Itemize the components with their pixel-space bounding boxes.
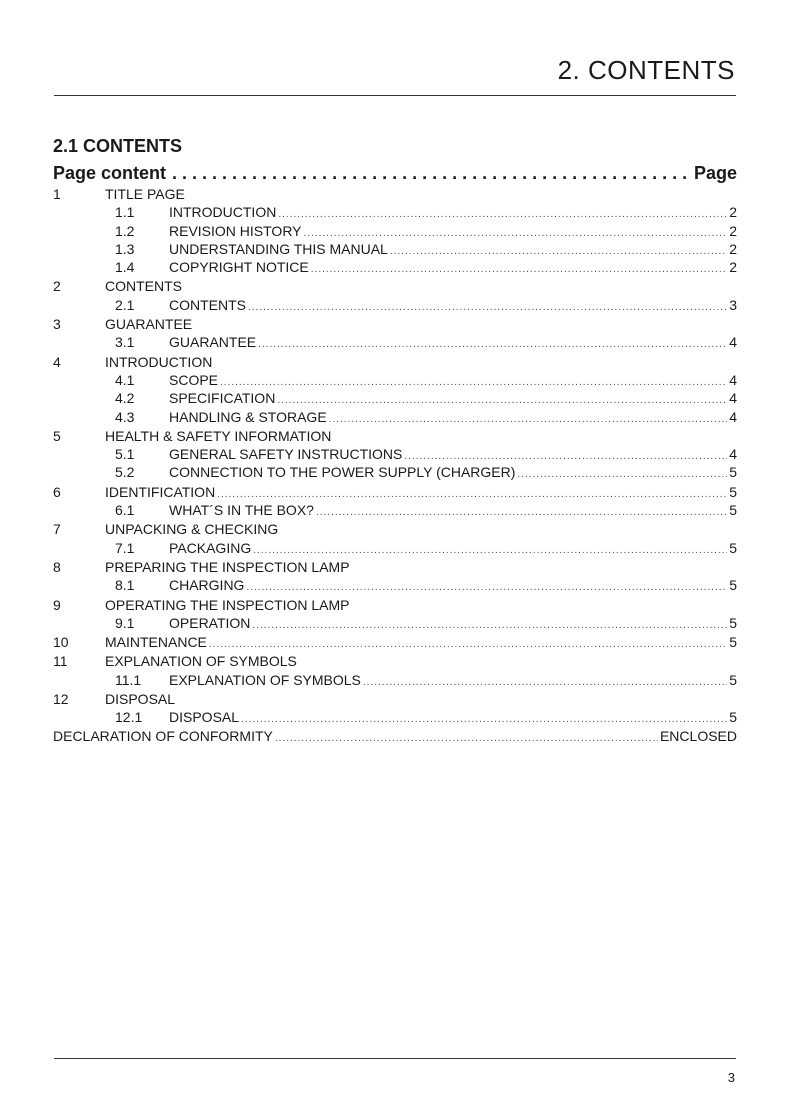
- toc-row-label: DISPOSAL: [105, 691, 176, 708]
- toc-row-number: 7.1: [115, 539, 135, 556]
- toc-row-number: 9: [53, 596, 61, 613]
- toc-row-leader: [278, 206, 727, 224]
- toc-row-page: 2: [729, 222, 737, 239]
- toc-row-number: 1.2: [115, 222, 135, 239]
- toc-row-leader: [363, 674, 727, 692]
- page-number: 3: [727, 1070, 735, 1085]
- toc-row-label: CONTENTS: [105, 278, 182, 295]
- toc-row-number: 12: [53, 691, 69, 708]
- toc-row: [53, 371, 737, 389]
- toc-row-label: GUARANTEE: [169, 334, 257, 351]
- toc-row-label: SCOPE: [169, 371, 219, 388]
- toc-row-number: 4: [53, 353, 61, 370]
- table-of-contents: [53, 161, 737, 745]
- toc-row-leader: [390, 243, 727, 261]
- toc-row: [53, 389, 737, 407]
- toc-row-page: 2: [729, 240, 737, 257]
- toc-header: [53, 161, 737, 185]
- toc-row-number: 5.2: [115, 464, 135, 481]
- toc-row-page: 5: [729, 502, 737, 519]
- toc-row: [53, 222, 737, 240]
- toc-row-leader: [275, 730, 658, 748]
- toc-row-label: GENERAL SAFETY INSTRUCTIONS: [169, 446, 403, 463]
- toc-row-page: 3: [729, 296, 737, 313]
- toc-row-number: 11.1: [115, 671, 142, 688]
- toc-row-label: INTRODUCTION: [169, 204, 277, 221]
- toc-row-label: OPERATING THE INSPECTION LAMP: [105, 596, 350, 613]
- toc-row: [53, 558, 737, 576]
- toc-row: [53, 353, 737, 371]
- toc-row: [53, 501, 737, 519]
- toc-row-number: 3: [53, 316, 61, 333]
- toc-row-label: INTRODUCTION: [105, 353, 213, 370]
- toc-row-page: 4: [729, 446, 737, 463]
- toc-row: [53, 315, 737, 333]
- toc-row-label: GUARANTEE: [105, 316, 193, 333]
- toc-row-page: 4: [729, 408, 737, 425]
- footer-rule: [54, 1058, 736, 1059]
- toc-row-page: 4: [729, 390, 737, 407]
- toc-row: [53, 690, 737, 708]
- toc-row-label: UNDERSTANDING THIS MANUAL: [169, 240, 388, 257]
- toc-row-label: MAINTENANCE: [105, 634, 207, 651]
- toc-row: [53, 671, 737, 689]
- toc-row-number: 4.1: [115, 371, 135, 388]
- toc-row: [53, 258, 737, 276]
- toc-row-leader: [248, 299, 727, 317]
- toc-row-page: 4: [729, 371, 737, 388]
- toc-row: [53, 614, 737, 632]
- toc-row: [53, 576, 737, 594]
- toc-row-leader: [220, 374, 727, 392]
- toc-row: [53, 596, 737, 614]
- toc-row-number: 9.1: [115, 614, 135, 631]
- toc-row-label: CONTENTS: [169, 296, 246, 313]
- toc-row-label: PACKAGING: [169, 539, 252, 556]
- toc-row: [53, 520, 737, 538]
- toc-row-number: 7: [53, 521, 61, 538]
- toc-row-page: 5: [729, 577, 737, 594]
- toc-row-page: 5: [729, 614, 737, 631]
- toc-row-number: 10: [53, 634, 69, 651]
- toc-row-leader: [311, 261, 727, 279]
- toc-row-label: REVISION HISTORY: [169, 222, 302, 239]
- toc-row-page: ENCLOSED: [659, 727, 737, 744]
- toc-row-label: HEALTH & SAFETY INFORMATION: [105, 427, 332, 444]
- toc-row: [53, 727, 737, 745]
- toc-row-label: SPECIFICATION: [169, 390, 276, 407]
- toc-row: [53, 240, 737, 258]
- toc-row: [53, 463, 737, 481]
- toc-row-number: 1.1: [115, 204, 135, 221]
- toc-row-leader: [277, 392, 727, 410]
- toc-row: [53, 652, 737, 670]
- section-title: 2.1 CONTENTS: [53, 136, 183, 156]
- toc-row-number: 6: [53, 483, 61, 500]
- toc-row-number: 5: [53, 427, 61, 444]
- toc-row-number: 8.1: [115, 577, 135, 594]
- toc-row: [53, 633, 737, 651]
- toc-row-label: COPYRIGHT NOTICE: [169, 259, 309, 276]
- toc-row-page: 2: [729, 259, 737, 276]
- toc-row-label: CONNECTION TO THE POWER SUPPLY (CHARGER): [169, 464, 516, 481]
- toc-row-number: 2.1: [115, 296, 135, 313]
- toc-row-number: 5.1: [115, 446, 135, 463]
- toc-row-label: UNPACKING & CHECKING: [105, 521, 279, 538]
- toc-row: [53, 427, 737, 445]
- toc-row-label: TITLE PAGE: [105, 186, 185, 202]
- toc-row: [53, 333, 737, 351]
- toc-row-number: 4.2: [115, 390, 135, 407]
- toc-header-left: Page content: [53, 163, 167, 183]
- toc-row-leader: [258, 336, 727, 354]
- toc-row: [53, 708, 737, 726]
- page-header-title: 2. CONTENTS: [557, 55, 735, 85]
- toc-row-page: 4: [729, 334, 737, 351]
- toc-row-page: 5: [729, 671, 737, 688]
- toc-row: [53, 185, 737, 203]
- toc-header-leader: [172, 161, 688, 185]
- toc-row-leader: [517, 466, 727, 484]
- toc-row: [53, 296, 737, 314]
- toc-header-right: Page: [693, 163, 737, 183]
- toc-row-label: EXPLANATION OF SYMBOLS: [169, 671, 361, 688]
- toc-row-leader: [316, 504, 727, 522]
- toc-row-number: 6.1: [115, 502, 135, 519]
- toc-row-label: CHARGING: [169, 577, 245, 594]
- toc-row: [53, 203, 737, 221]
- toc-row-page: 5: [729, 634, 737, 651]
- toc-row-label: EXPLANATION OF SYMBOLS: [105, 653, 297, 670]
- toc-row-leader: [241, 711, 727, 729]
- toc-row-page: 5: [729, 539, 737, 556]
- toc-row: [53, 539, 737, 557]
- toc-row-page: 5: [729, 464, 737, 481]
- toc-row-number: 2: [53, 278, 61, 295]
- toc-row-label: DECLARATION OF CONFORMITY: [53, 727, 273, 744]
- toc-row-label: DISPOSAL: [169, 709, 240, 726]
- toc-row: [53, 483, 737, 501]
- toc-row-number: 3.1: [115, 334, 135, 351]
- toc-row-page: 5: [729, 483, 737, 500]
- toc-row-number: 8: [53, 558, 61, 575]
- toc-row-label: HANDLING & STORAGE: [169, 408, 327, 425]
- toc-row-label: PREPARING THE INSPECTION LAMP: [105, 558, 350, 575]
- toc-row: [53, 408, 737, 426]
- toc-row-page: 2: [729, 204, 737, 221]
- toc-row-number: 11: [53, 653, 68, 670]
- toc-row: [53, 277, 737, 295]
- toc-row-number: 1.3: [115, 240, 135, 257]
- toc-row-number: 4.3: [115, 408, 135, 425]
- toc-row-leader: [329, 411, 728, 429]
- toc-rows: [53, 185, 737, 745]
- toc-row-label: OPERATION: [169, 614, 251, 631]
- toc-row-label: WHAT´S IN THE BOX?: [169, 502, 314, 519]
- toc-row: [53, 445, 737, 463]
- toc-row-number: 12.1: [115, 709, 143, 726]
- toc-row-label: IDENTIFICATION: [105, 483, 216, 500]
- toc-row-leader: [252, 617, 727, 635]
- toc-row-page: 5: [729, 709, 737, 726]
- header-rule: [54, 95, 736, 96]
- toc-row-number: 1.4: [115, 259, 135, 276]
- toc-row-number: 1: [53, 186, 61, 202]
